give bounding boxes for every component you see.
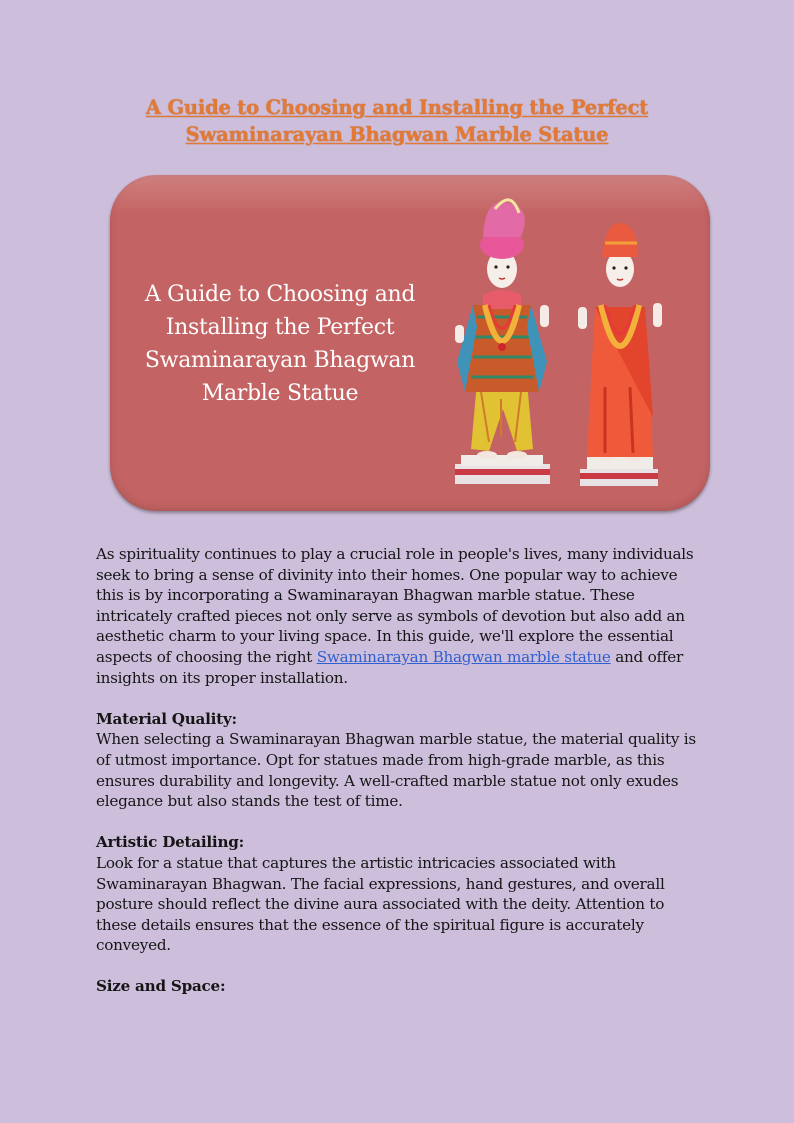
intro-paragraph	[96, 544, 706, 688]
banner-title-line: Swaminarayan Bhagwan	[144, 348, 416, 373]
banner-title	[124, 278, 436, 410]
statues-image	[455, 187, 700, 497]
section-body-material: When selecting a Swaminarayan Bhagwan marble statue, the material quality is of utmost importance. Opt for statues made from high-grade marble, as this ensures durability and longevity. A well-crafted marble statue not only exudes elegance but also stands the test of time.	[96, 730, 696, 811]
hero-banner	[110, 175, 710, 511]
section-heading-size: Size and Space:	[96, 977, 226, 996]
intro-text-end: and offer insights on its proper installation.	[96, 647, 683, 687]
article-body	[96, 544, 706, 997]
intro-text: As spirituality continues to play a crucial role in people's lives, many individuals seek to bring a sense of divinity into their homes. One popular way to achieve this is by incorporating a Swaminarayan Bhagwan marble statue. These intricately crafted pieces not only serve as symbols of devotion but also add an aesthetic charm to your living space. In this guide, we'll explore the essential aspects of choosing the right	[96, 545, 694, 666]
right-statue	[578, 223, 662, 486]
section-body-artistic: Look for a statue that captures the artistic intricacies associated with Swaminarayan Bhagwan. The facial expressions, hand gestures, and overall posture should reflect the divine aura associated with the deity. Attention to these details ensures that the essence of the spiritual figure is accurately conveyed.	[96, 853, 665, 955]
banner-title-line: Installing the Perfect	[165, 315, 395, 340]
page-title	[0, 94, 794, 148]
statue-link[interactable]: Swaminarayan Bhagwan marble statue	[316, 647, 611, 666]
paragraph-gap	[96, 812, 706, 833]
section-heading-material: Material Quality:	[96, 709, 237, 728]
banner-title-line: A Guide to Choosing and	[144, 282, 416, 307]
banner-title-line: Marble Statue	[201, 381, 359, 406]
left-statue	[455, 200, 550, 484]
section-heading-artistic: Artistic Detailing:	[96, 833, 244, 852]
page-title-line-1: A Guide to Choosing and Installing the Perfect	[145, 96, 649, 119]
page-title-line-2: Swaminarayan Bhagwan Marble Statue	[185, 123, 609, 146]
paragraph-gap	[96, 956, 706, 977]
paragraph-gap	[96, 688, 706, 709]
